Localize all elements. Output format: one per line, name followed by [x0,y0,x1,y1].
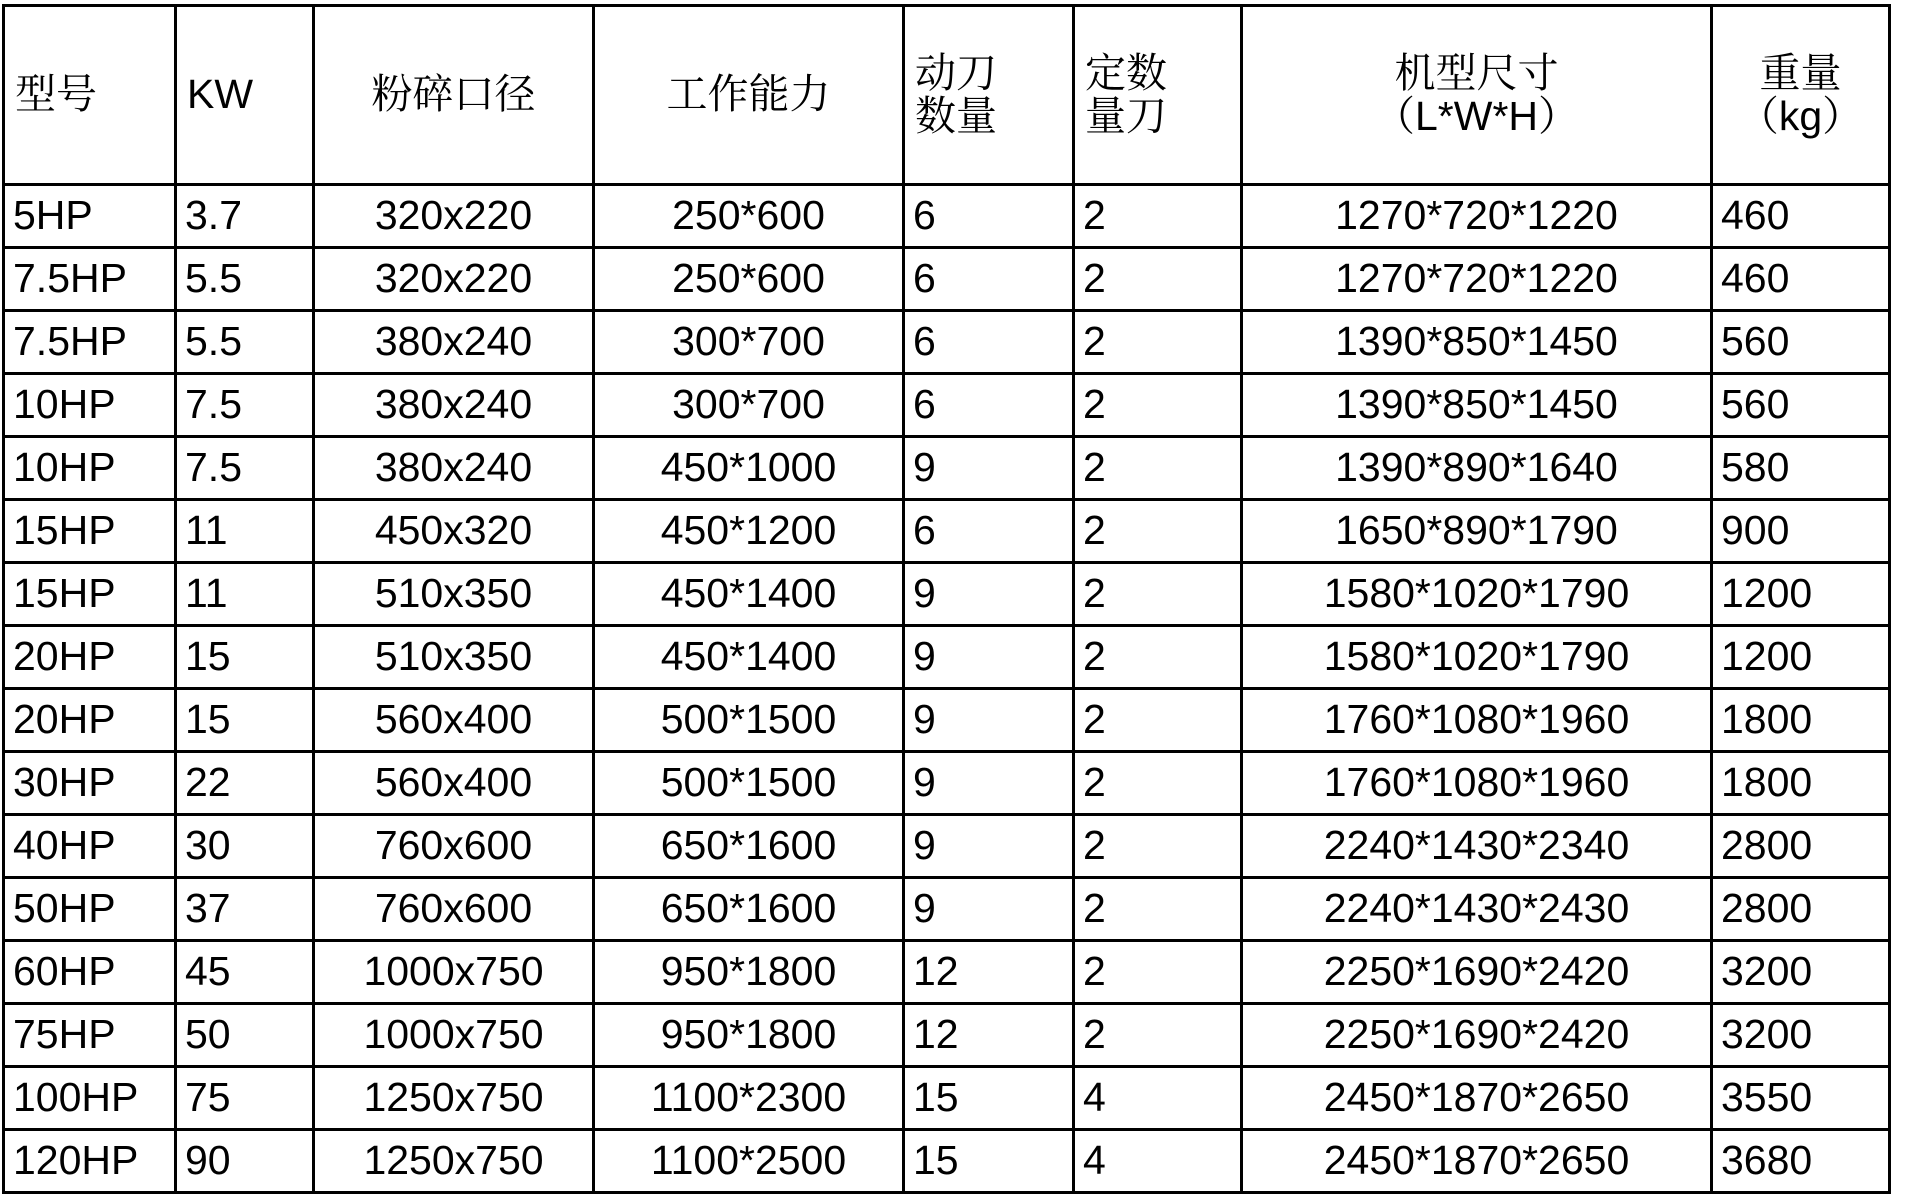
cell-inlet: 510x350 [314,626,594,689]
cell-inlet: 760x600 [314,878,594,941]
cell-weight: 1800 [1712,752,1890,815]
header-line: （L*W*H） [1373,93,1580,139]
header-row [4,6,1890,185]
cell-model: 75HP [4,1004,176,1067]
table-row [4,626,1890,689]
cell-kw: 5.5 [176,311,314,374]
table-row [4,185,1890,248]
header-line: 机型尺寸 [1394,49,1559,96]
column-header-rotor-blades [904,6,1074,185]
table-row [4,752,1890,815]
header-line: 定数 [1085,49,1167,96]
header-line: 数量 [915,93,997,139]
table-row [4,248,1890,311]
cell-model: 120HP [4,1130,176,1193]
cell-model: 50HP [4,878,176,941]
cell-rotor: 9 [904,437,1074,500]
cell-rotor: 12 [904,941,1074,1004]
cell-kw: 7.5 [176,374,314,437]
cell-dim: 2250*1690*2420 [1242,941,1712,1004]
cell-kw: 90 [176,1130,314,1193]
cell-kw: 11 [176,563,314,626]
table-row [4,1004,1890,1067]
cell-capacity: 500*1500 [594,752,904,815]
cell-dim: 1390*890*1640 [1242,437,1712,500]
cell-dim: 2240*1430*2340 [1242,815,1712,878]
table-header [4,6,1890,185]
cell-model: 10HP [4,374,176,437]
cell-inlet: 1000x750 [314,941,594,1004]
header-line: 粉碎口径 [371,71,536,118]
cell-capacity: 1100*2500 [594,1130,904,1193]
cell-weight: 1200 [1712,563,1890,626]
column-header-capacity [594,6,904,185]
cell-model: 60HP [4,941,176,1004]
header-line: 重量 [1759,49,1842,96]
cell-dim: 2450*1870*2650 [1242,1067,1712,1130]
cell-inlet: 380x240 [314,437,594,500]
cell-dim: 1580*1020*1790 [1242,563,1712,626]
cell-model: 20HP [4,626,176,689]
cell-weight: 3200 [1712,1004,1890,1067]
column-header-fixed-blades [1074,6,1242,185]
cell-rotor: 15 [904,1067,1074,1130]
cell-dim: 1580*1020*1790 [1242,626,1712,689]
column-header-weight [1712,6,1890,185]
cell-fixed: 2 [1074,1004,1242,1067]
cell-fixed: 2 [1074,374,1242,437]
cell-fixed: 4 [1074,1067,1242,1130]
cell-capacity: 450*1200 [594,500,904,563]
cell-capacity: 500*1500 [594,689,904,752]
cell-capacity: 250*600 [594,248,904,311]
cell-fixed: 2 [1074,752,1242,815]
cell-fixed: 2 [1074,248,1242,311]
cell-rotor: 12 [904,1004,1074,1067]
table-body [4,185,1890,1193]
cell-weight: 3550 [1712,1067,1890,1130]
cell-inlet: 380x240 [314,311,594,374]
cell-inlet: 320x220 [314,248,594,311]
cell-capacity: 450*1400 [594,626,904,689]
cell-weight: 460 [1712,248,1890,311]
cell-model: 7.5HP [4,311,176,374]
cell-fixed: 2 [1074,311,1242,374]
cell-fixed: 2 [1074,815,1242,878]
cell-dim: 2240*1430*2430 [1242,878,1712,941]
cell-model: 40HP [4,815,176,878]
cell-capacity: 450*1000 [594,437,904,500]
cell-rotor: 9 [904,815,1074,878]
cell-fixed: 2 [1074,689,1242,752]
header-line: 量刀 [1085,93,1167,139]
cell-rotor: 15 [904,1130,1074,1193]
header-line: 工作能力 [666,71,831,118]
cell-dim: 1650*890*1790 [1242,500,1712,563]
cell-capacity: 650*1600 [594,878,904,941]
cell-rotor: 6 [904,185,1074,248]
cell-inlet: 380x240 [314,374,594,437]
cell-kw: 5.5 [176,248,314,311]
cell-fixed: 2 [1074,500,1242,563]
specification-table [2,4,1891,1194]
cell-rotor: 6 [904,374,1074,437]
table-row [4,878,1890,941]
table-row [4,563,1890,626]
cell-kw: 37 [176,878,314,941]
cell-kw: 50 [176,1004,314,1067]
cell-capacity: 950*1800 [594,941,904,1004]
cell-capacity: 1100*2300 [594,1067,904,1130]
cell-inlet: 1250x750 [314,1067,594,1130]
cell-model: 5HP [4,185,176,248]
table-row [4,500,1890,563]
cell-fixed: 2 [1074,626,1242,689]
cell-kw: 15 [176,626,314,689]
cell-rotor: 6 [904,311,1074,374]
column-header-model [4,6,176,185]
table-row [4,374,1890,437]
table-row [4,815,1890,878]
cell-rotor: 6 [904,248,1074,311]
cell-capacity: 950*1800 [594,1004,904,1067]
cell-rotor: 9 [904,689,1074,752]
cell-weight: 2800 [1712,815,1890,878]
cell-kw: 75 [176,1067,314,1130]
cell-fixed: 4 [1074,1130,1242,1193]
specification-sheet [0,4,1920,1188]
cell-capacity: 450*1400 [594,563,904,626]
table-row [4,941,1890,1004]
cell-inlet: 560x400 [314,752,594,815]
cell-model: 7.5HP [4,248,176,311]
cell-fixed: 2 [1074,941,1242,1004]
cell-model: 20HP [4,689,176,752]
cell-weight: 580 [1712,437,1890,500]
cell-model: 15HP [4,563,176,626]
cell-dim: 1760*1080*1960 [1242,752,1712,815]
table-row [4,1130,1890,1193]
cell-dim: 1390*850*1450 [1242,311,1712,374]
cell-fixed: 2 [1074,878,1242,941]
cell-kw: 11 [176,500,314,563]
cell-inlet: 450x320 [314,500,594,563]
cell-dim: 2450*1870*2650 [1242,1130,1712,1193]
cell-capacity: 250*600 [594,185,904,248]
cell-rotor: 6 [904,500,1074,563]
cell-weight: 1200 [1712,626,1890,689]
cell-kw: 22 [176,752,314,815]
cell-rotor: 9 [904,626,1074,689]
cell-capacity: 650*1600 [594,815,904,878]
cell-inlet: 560x400 [314,689,594,752]
header-line: 动刀 [915,49,997,96]
cell-weight: 560 [1712,311,1890,374]
cell-dim: 1760*1080*1960 [1242,689,1712,752]
cell-dim: 1270*720*1220 [1242,185,1712,248]
cell-inlet: 1250x750 [314,1130,594,1193]
cell-inlet: 1000x750 [314,1004,594,1067]
cell-rotor: 9 [904,752,1074,815]
table-row [4,689,1890,752]
cell-weight: 2800 [1712,878,1890,941]
cell-rotor: 9 [904,563,1074,626]
cell-model: 10HP [4,437,176,500]
cell-weight: 3680 [1712,1130,1890,1193]
cell-inlet: 320x220 [314,185,594,248]
table-row [4,311,1890,374]
cell-model: 15HP [4,500,176,563]
header-line: 型号 [15,71,97,118]
cell-weight: 900 [1712,500,1890,563]
cell-weight: 560 [1712,374,1890,437]
table-row [4,437,1890,500]
cell-fixed: 2 [1074,185,1242,248]
cell-dim: 2250*1690*2420 [1242,1004,1712,1067]
cell-inlet: 510x350 [314,563,594,626]
cell-kw: 7.5 [176,437,314,500]
cell-dim: 1390*850*1450 [1242,374,1712,437]
cell-weight: 460 [1712,185,1890,248]
cell-capacity: 300*700 [594,311,904,374]
cell-weight: 1800 [1712,689,1890,752]
cell-capacity: 300*700 [594,374,904,437]
cell-inlet: 760x600 [314,815,594,878]
header-line: KW [187,71,254,118]
cell-kw: 30 [176,815,314,878]
column-header-inlet-size [314,6,594,185]
cell-model: 100HP [4,1067,176,1130]
cell-rotor: 9 [904,878,1074,941]
column-header-kw [176,6,314,185]
cell-weight: 3200 [1712,941,1890,1004]
cell-kw: 15 [176,689,314,752]
table-row [4,1067,1890,1130]
cell-fixed: 2 [1074,563,1242,626]
cell-kw: 3.7 [176,185,314,248]
cell-model: 30HP [4,752,176,815]
cell-dim: 1270*720*1220 [1242,248,1712,311]
cell-fixed: 2 [1074,437,1242,500]
header-line: （kg） [1737,93,1864,139]
cell-kw: 45 [176,941,314,1004]
column-header-dimensions [1242,6,1712,185]
